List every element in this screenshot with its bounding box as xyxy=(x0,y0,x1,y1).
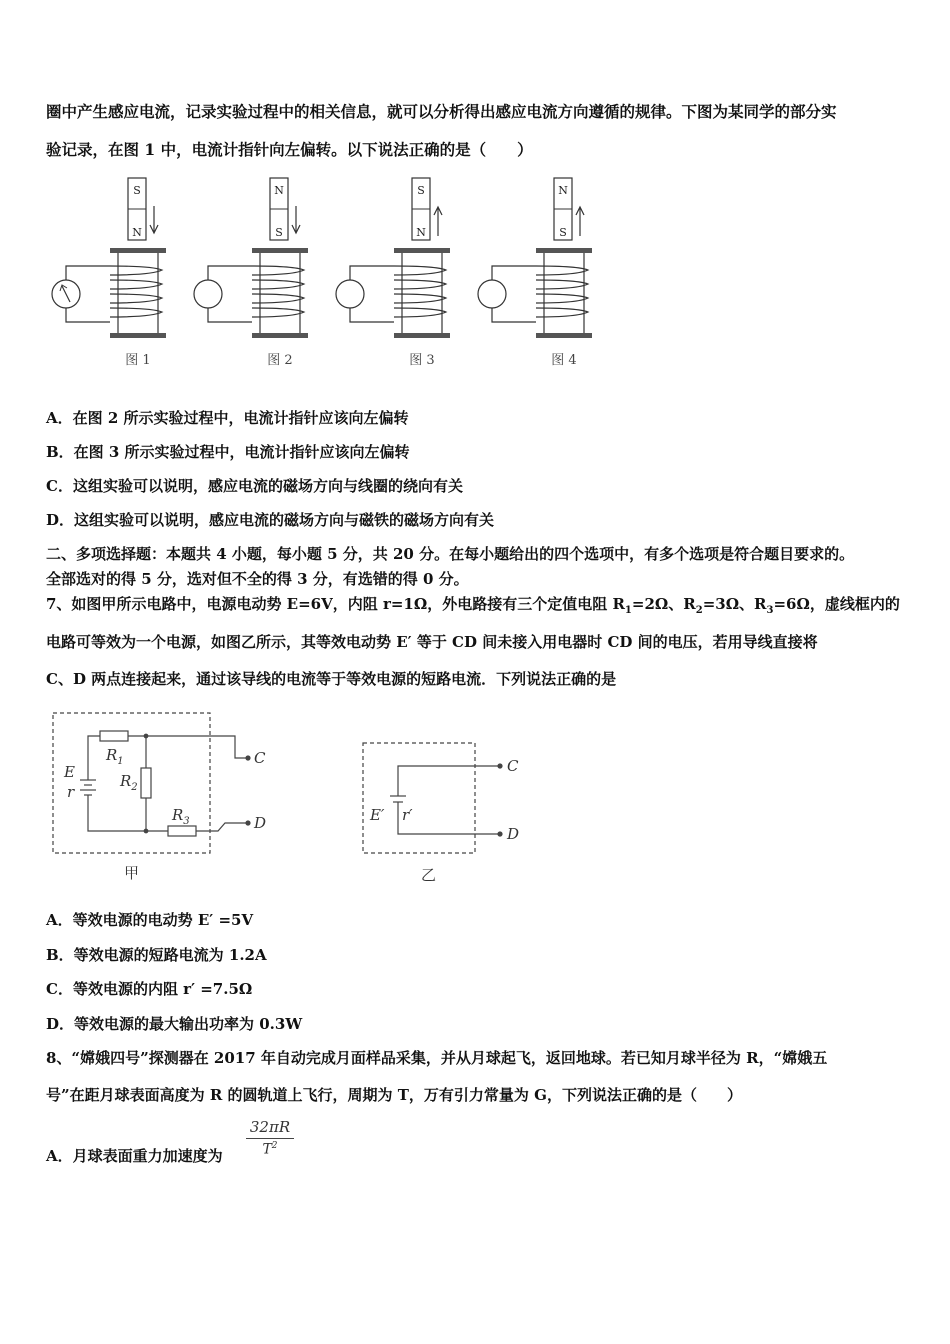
magnet-bottom-pole: S xyxy=(559,226,567,239)
galvanometer xyxy=(336,280,364,308)
q8-option-a-fraction xyxy=(246,1118,294,1158)
magnet-bottom-pole: S xyxy=(275,226,283,239)
q7-option-d: D．等效电源的最大输出功率为 0.3W xyxy=(46,1015,303,1033)
circuit-figure xyxy=(40,700,540,890)
coil-bottom-plate xyxy=(252,333,308,338)
q7-option-a: A．等效电源的电动势 E′ =5V xyxy=(46,911,254,929)
q7-option-c: C．等效电源的内阻 r′ =7.5Ω xyxy=(46,980,253,998)
magnet-top-pole: S xyxy=(417,184,425,197)
magnet-coil-figure xyxy=(40,172,610,372)
q7-line-1: 7、如图甲所示电路中，电源电动势 E=6V，内阻 r=1Ω，外电路接有三个定值电阻 $R_1=2\Omega$、$R_2=3\Omega$、$R_3=6\Omega$，虚线框内的 xyxy=(46,595,900,616)
motion-arrow-up xyxy=(576,207,584,236)
intro-line-1: 圈中产生感应电流，记录实验过程中的相关信息，就可以分析得出感应电流方向遵循的规律。下图为某同学的部分实 xyxy=(46,102,837,121)
panel-4 xyxy=(478,178,592,368)
panel-caption: 图 4 xyxy=(551,353,577,368)
right-E-label: E′ xyxy=(370,806,385,824)
q7-option-b: B．等效电源的短路电流为 1.2A xyxy=(46,946,267,964)
right-C-label: C xyxy=(507,757,519,775)
panel-2 xyxy=(194,178,308,368)
circuit-right xyxy=(363,743,502,853)
circuit-left xyxy=(53,713,250,853)
q6-option-b: B．在图 3 所示实验过程中，电流计指针应该向左偏转 xyxy=(46,443,410,461)
q7-line-2: 电路可等效为一个电源，如图乙所示，其等效电动势 E′ 等于 CD 间未接入用电器时 CD 间的电压，若用导线直接将 xyxy=(46,633,818,651)
right-D-label: D xyxy=(507,825,520,843)
section2-line-1: 二、多项选择题：本题共 4 小题，每小题 5 分，共 20 分。在每小题给出的四个选项中，有多个选项是符合题目要求的。 xyxy=(46,545,855,563)
galvanometer xyxy=(194,280,222,308)
coil-top-plate xyxy=(536,248,592,253)
left-R2-label: $R_2$ xyxy=(120,772,138,793)
motion-arrow-up xyxy=(434,207,442,236)
left-C-label: C xyxy=(254,749,266,767)
right-caption: 乙 xyxy=(421,866,437,884)
panel-caption: 图 3 xyxy=(409,353,435,368)
left-R1-label: $R_1$ xyxy=(106,746,124,767)
q6-option-c: C．这组实验可以说明，感应电流的磁场方向与线圈的绕向有关 xyxy=(46,477,463,495)
panel-1 xyxy=(52,178,166,368)
q6-option-a: A．在图 2 所示实验过程中，电流计指针应该向左偏转 xyxy=(46,409,409,427)
coil-top-plate xyxy=(110,248,166,253)
panel-caption: 图 2 xyxy=(267,353,293,368)
magnet-top-pole: S xyxy=(133,184,141,197)
coil-top-plate xyxy=(252,248,308,253)
galvanometer xyxy=(478,280,506,308)
panel-caption: 图 1 xyxy=(125,353,151,368)
coil-top-plate xyxy=(394,248,450,253)
q6-option-d: D．这组实验可以说明，感应电流的磁场方向与磁铁的磁场方向有关 xyxy=(46,511,495,529)
fraction-numerator: 32πR xyxy=(246,1118,294,1139)
magnet-bottom-pole: N xyxy=(416,226,426,239)
coil-bottom-plate xyxy=(110,333,166,338)
magnet-bottom-pole: N xyxy=(132,226,142,239)
q8-line-1: 8、“嫦娥四号”探测器在 2017 年自动完成月面样品采集，并从月球起飞，返回地球。若已知月球半径为 R，“嫦娥五 xyxy=(46,1049,828,1067)
left-D-label: D xyxy=(254,814,267,832)
q8-option-a: A．月球表面重力加速度为 xyxy=(46,1147,223,1165)
q8-line-2: 号”在距月球表面高度为 R 的圆轨道上飞行，周期为 T，万有引力常量为 G，下列说法正确的是（ ） xyxy=(46,1086,742,1104)
magnet-top-pole: N xyxy=(274,184,284,197)
coil-bottom-plate xyxy=(394,333,450,338)
intro-line-2: 验记录，在图 1 中，电流计指针向左偏转。以下说法正确的是（ ） xyxy=(46,140,533,159)
section2-line-2: 全部选对的得 5 分，选对但不全的得 3 分，有选错的得 0 分。 xyxy=(46,570,469,588)
magnet-top-pole: N xyxy=(558,184,568,197)
coil-bottom-plate xyxy=(536,333,592,338)
left-E-label: E xyxy=(64,763,75,781)
motion-arrow-down xyxy=(292,206,300,233)
right-r-label: r′ xyxy=(402,806,413,824)
left-caption: 甲 xyxy=(124,864,140,882)
q7-line-3: C、D 两点连接起来，通过该导线的电流等于等效电源的短路电流．下列说法正确的是 xyxy=(46,670,617,688)
left-r-label: r xyxy=(67,783,75,801)
panel-3 xyxy=(336,178,450,368)
motion-arrow-down xyxy=(150,206,158,233)
fraction-denominator: $T^2$ xyxy=(262,1141,278,1158)
left-R3-label: $R_3$ xyxy=(172,806,190,827)
